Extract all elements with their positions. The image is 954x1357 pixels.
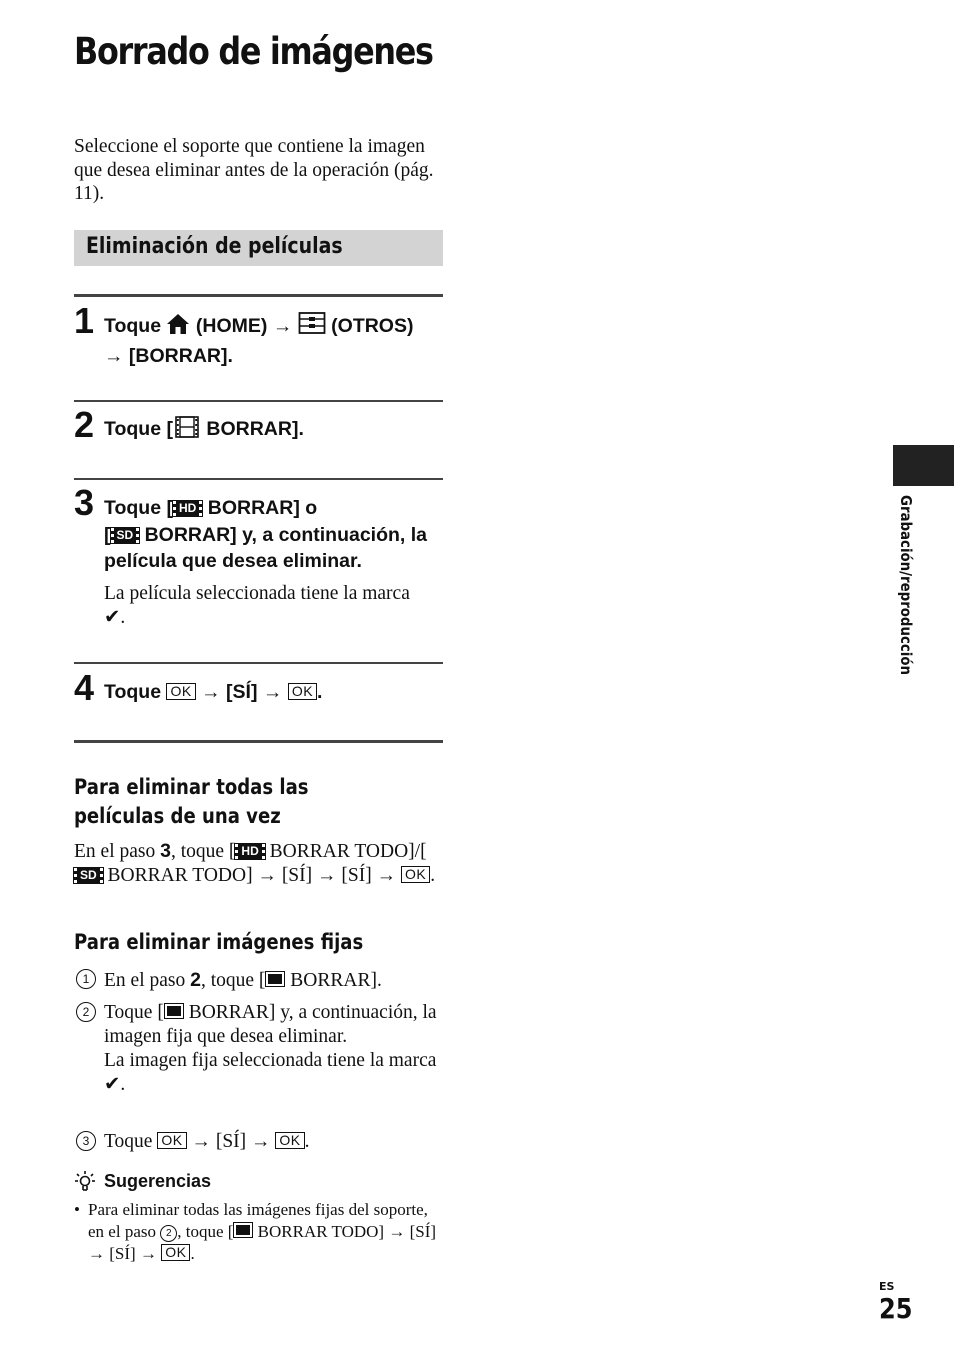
step-text: BORRAR] y, a continuación, la película que desea eliminar. bbox=[104, 523, 428, 572]
check-mark-icon: ✔ bbox=[104, 607, 121, 628]
arrow: → bbox=[376, 865, 397, 886]
body-text: , toque [ bbox=[170, 841, 236, 862]
step-divider bbox=[74, 294, 443, 297]
subsection-1-body bbox=[74, 839, 444, 888]
step-number: 4 bbox=[74, 667, 95, 708]
arrow: → bbox=[139, 1244, 157, 1263]
step-text: (HOME) bbox=[195, 315, 268, 337]
step-text: [SÍ] bbox=[226, 681, 258, 703]
step-text: Toque bbox=[104, 681, 162, 703]
arrow: → bbox=[104, 344, 124, 367]
step-number: 2 bbox=[74, 404, 95, 445]
arrow: → bbox=[191, 1131, 211, 1152]
body-text: Toque [ bbox=[104, 1002, 164, 1023]
bullet: • bbox=[74, 1200, 80, 1219]
arrow: → bbox=[317, 865, 337, 886]
step-number: 1 bbox=[74, 300, 95, 341]
step-ref: 3 bbox=[160, 840, 171, 862]
tip-body: , toque [ bbox=[177, 1222, 234, 1241]
body-text: [SÍ] bbox=[215, 1131, 247, 1152]
ok-button-icon: OK bbox=[288, 683, 317, 700]
note-text: La película seleccionada tiene la marca bbox=[104, 583, 410, 604]
body-text: [SÍ] bbox=[341, 865, 372, 886]
arrow: → bbox=[251, 1131, 271, 1152]
still-image-icon bbox=[265, 971, 285, 987]
tip-text bbox=[88, 1199, 438, 1265]
circled-number: 2 bbox=[160, 1225, 177, 1242]
body-text: En el paso bbox=[74, 841, 161, 862]
ok-button-icon: OK bbox=[275, 1132, 304, 1149]
ok-button-icon: OK bbox=[401, 866, 430, 883]
step-text: [BORRAR]. bbox=[128, 344, 233, 367]
body-text: En el paso bbox=[104, 970, 191, 991]
circled-number: 3 bbox=[76, 1131, 96, 1151]
lightbulb-icon bbox=[74, 1170, 96, 1199]
hd-icon: HD bbox=[235, 844, 264, 859]
toolbox-icon bbox=[298, 311, 326, 343]
sd-icon: SD bbox=[111, 528, 140, 543]
step-text: BORRAR]. bbox=[206, 418, 304, 440]
circled-number: 2 bbox=[76, 1002, 96, 1022]
chapter-tab bbox=[893, 445, 954, 486]
list-item bbox=[104, 1130, 444, 1154]
step-2-text bbox=[104, 416, 444, 446]
arrow: → bbox=[272, 315, 293, 337]
chapter-label-text: Grabación/reproducción bbox=[897, 495, 915, 675]
sd-icon: SD bbox=[74, 868, 103, 883]
subsection-title: Para eliminar imágenes fijas bbox=[74, 930, 364, 954]
body-text: La imagen fija seleccionada tiene la marca bbox=[104, 1050, 437, 1071]
step-text: . bbox=[317, 681, 323, 703]
arrow: → bbox=[201, 681, 221, 703]
arrow: → bbox=[257, 865, 277, 886]
still-image-icon bbox=[164, 1003, 184, 1019]
page-title: Borrado de imágenes bbox=[74, 30, 433, 73]
body-text: [SÍ] bbox=[281, 865, 313, 886]
body-text: . bbox=[304, 1131, 310, 1152]
step-divider bbox=[74, 400, 443, 402]
body-text: BORRAR TODO] bbox=[102, 865, 253, 886]
step-divider bbox=[74, 478, 443, 480]
body-text: . bbox=[120, 1074, 126, 1095]
chapter-label bbox=[897, 495, 921, 705]
arrow: → bbox=[388, 1222, 406, 1241]
step-divider bbox=[74, 740, 443, 743]
arrow: → bbox=[262, 681, 283, 703]
step-text: Toque bbox=[104, 315, 162, 337]
tip-body: [SÍ] bbox=[109, 1244, 136, 1263]
hd-icon: HD bbox=[173, 501, 202, 516]
body-text: . bbox=[430, 865, 436, 886]
step-1-text bbox=[104, 311, 444, 369]
film-icon bbox=[173, 416, 201, 446]
step-text: Toque [ bbox=[104, 497, 173, 519]
section-header-bar bbox=[74, 230, 443, 266]
list-item bbox=[104, 968, 444, 993]
intro-paragraph: Seleccione el soporte que contiene la imagen que desea eliminar antes de la operación (pág. 11). bbox=[74, 136, 434, 204]
body-text: BORRAR]. bbox=[285, 970, 382, 991]
ok-button-icon: OK bbox=[157, 1132, 186, 1149]
body-text: BORRAR] y, a continuación, la imagen fija que desea eliminar. bbox=[104, 1002, 437, 1047]
tip-body: [SÍ] bbox=[409, 1222, 437, 1241]
body-text: Toque bbox=[104, 1131, 153, 1152]
step-divider bbox=[74, 662, 443, 664]
step-text: [ bbox=[104, 523, 111, 546]
tip-body: BORRAR TODO] bbox=[253, 1222, 385, 1241]
list-item bbox=[104, 1001, 444, 1097]
language-code: ES bbox=[879, 1280, 895, 1293]
step-text: BORRAR] o bbox=[207, 497, 318, 519]
step-3-note bbox=[104, 582, 444, 630]
body-text: , toque [ bbox=[200, 970, 266, 991]
circled-number: 1 bbox=[76, 969, 96, 989]
tips-label: Sugerencias bbox=[104, 1171, 212, 1191]
note-text: . bbox=[120, 607, 126, 628]
subsection-title: Para eliminar todas las películas de una vez bbox=[74, 775, 309, 828]
section-title: Eliminación de películas bbox=[86, 234, 343, 259]
tip-body: . bbox=[190, 1244, 195, 1263]
home-icon bbox=[166, 313, 190, 343]
step-text: Toque [ bbox=[104, 418, 173, 440]
step-ref: 2 bbox=[190, 969, 201, 991]
body-text: BORRAR TODO]/[ bbox=[264, 841, 427, 862]
step-text: (OTROS) bbox=[331, 315, 414, 337]
step-number: 3 bbox=[74, 482, 95, 523]
tip-body: Para eliminar todas las imágenes fijas del soporte, en el paso bbox=[88, 1200, 428, 1241]
check-mark-icon: ✔ bbox=[104, 1074, 121, 1095]
still-image-icon bbox=[233, 1222, 253, 1238]
ok-button-icon: OK bbox=[166, 683, 195, 700]
page-number: 25 bbox=[879, 1292, 913, 1325]
step-3-text bbox=[104, 495, 444, 575]
arrow: → bbox=[88, 1244, 105, 1263]
ok-button-icon: OK bbox=[161, 1244, 190, 1261]
step-4-text bbox=[104, 679, 444, 706]
